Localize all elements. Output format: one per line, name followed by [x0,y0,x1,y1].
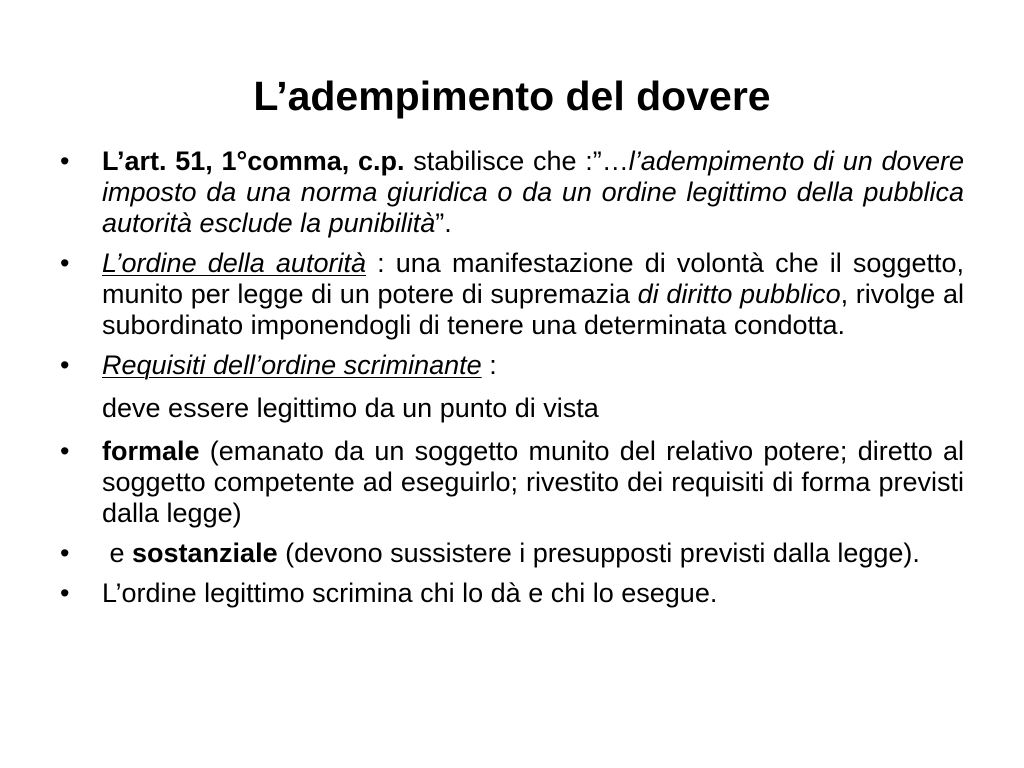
term-sostanziale: sostanziale [132,538,278,568]
bullet-icon: • [60,538,70,568]
item-text: : una manifestazione di volontà che il soggetto, munito per legge di un potere di supremazia [102,248,965,309]
sub-item-legittimo [60,393,964,424]
bullet-icon: • [60,350,70,380]
item-text: : [481,350,497,380]
bullet-list [60,146,964,618]
bullet-icon: • [60,578,70,608]
bullet-item-sostanziale [60,538,964,569]
item-text: (emanato da un soggetto munito del relativo potere; diretto al soggetto competente ad eseguirlo; rivestito dei requisiti di forma previsti dalla legge) [102,436,964,528]
bullet-icon: • [60,146,70,176]
bullet-item-scrimina [60,578,964,609]
bullet-icon: • [60,436,70,466]
item-text: deve essere legittimo da un punto di vista [102,393,599,423]
law-reference: L’art. 51, 1°comma, c.p. [102,146,405,176]
item-text: L’ordine legittimo scrimina chi lo dà e chi lo esegue. [102,578,718,608]
bullet-item-ordine-autorita [60,248,964,341]
term-ordine-autorita: L’ordine della autorità [102,248,366,278]
item-text: , rivolge al subordinato imponendogli di tenere una determinata condotta. [102,279,964,340]
item-lead: e [102,538,133,568]
slide-title: L’adempimento del dovere [253,73,771,119]
bullet-item-formale [60,436,964,529]
term-requisiti: Requisiti dell’ordine scriminante [102,350,482,380]
item-text: stabilisce che :”… [404,146,629,176]
quote-end: ”. [435,208,452,238]
term-diritto-pubblico: di diritto pubblico [637,279,841,309]
bullet-item-requisiti [60,350,964,381]
term-formale: formale [102,436,200,466]
law-quote: l’adempimento di un dovere imposto da una norma giuridica o da un ordine legittimo della pubblica autorità esclude la punibilità [102,146,964,238]
bullet-icon: • [60,248,70,278]
item-text: (devono sussistere i presupposti previsti dalla legge). [277,538,920,568]
bullet-item-art51 [60,146,964,239]
